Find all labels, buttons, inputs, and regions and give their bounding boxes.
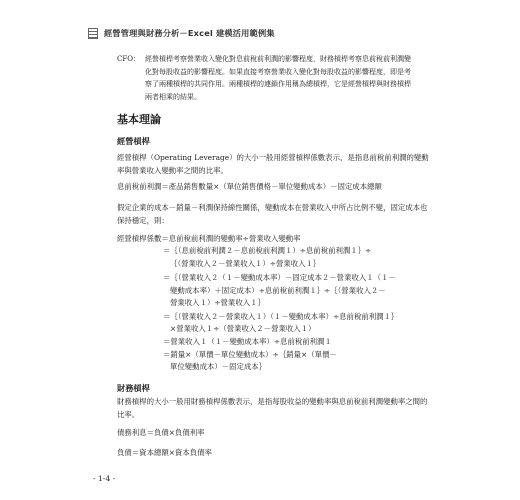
cfo-label: CFO： [117, 55, 140, 63]
book-icon [88, 28, 98, 39]
cfo-note [117, 53, 417, 103]
eq-line-0: 經營槓桿係數＝息前稅前利潤的變動率÷營業收入變動率 [117, 234, 301, 243]
eq-line-7: ×營業收入１÷（營業收入２－營業收入１） [170, 324, 316, 333]
operating-leverage-heading: 經營槓桿 [117, 136, 150, 146]
financial-para-1: 財務槓桿的大小一般用財務槓桿係數表示，是指每股收益的變動率與息前稅前利潤變動率之間的比率。 [117, 397, 428, 419]
eq-line-9: ＝銷量×（單價－單位變動成本）÷｛銷量×（單價－ [163, 350, 337, 359]
cfo-text: 經營槓桿考察營業收入變化對息前稅前利潤的影響程度，財務槓桿考察息前稅前利潤變化對每股收益的影響程度。如果直接考察營業收入變化對每股收益的影響程度，即是考察了兩種槓桿的共同作用。兩種槓桿的連鎖作用稱為總槓桿，它是經營槓桿與財務槓桿兩者相乘的結果。 [145, 55, 411, 101]
operating-formula-1: 息前稅前利潤＝產品銷售數量×（單位銷售價格－單位變動成本）－固定成本總額 [117, 182, 382, 191]
eq-line-1: ＝｛（息前稅前利潤２－息前稅前利潤１）÷息前稅前利潤１｝÷ [163, 246, 372, 255]
header-title: 經營管理與財務分析－Excel 建模活用範例集 [104, 28, 275, 38]
section-title: 基本理論 [117, 113, 161, 126]
eq-line-10: 單位變動成本）－固定成本｝ [170, 362, 267, 371]
eq-line-8: ＝營業收入１（１－變動成本率）÷息前稅前利潤１ [163, 337, 332, 346]
eq-line-5: 營業收入１）÷營業收入１｝ [170, 298, 265, 307]
eq-line-2: ｛（營業收入２－營業收入１）÷營業收入１｝ [170, 259, 321, 268]
operating-para-2: 假定企業的成本－銷量－利潤保持線性關係，變動成本在營業收入中所占比例不變，固定成本也保持穩定，則： [117, 203, 428, 225]
eq-line-4: 變動成本率）＋固定成本）÷息前稅前利潤１｝÷｛（營業收入２－ [170, 286, 386, 295]
running-header [88, 28, 275, 39]
operating-para-1: 經營槓桿（Operating Leverage）的大小一般用經營槓桿係數表示，是指息前稅前利潤的變動率與營業收入變動率之間的比率。 [117, 153, 429, 175]
financial-formula-1: 債務利息＝負債×負債利率 [117, 428, 205, 437]
page-number: - 1-4 - [93, 474, 116, 483]
eq-line-3: ＝｛（營業收入２（１－變動成本率）－固定成本２－營業收入１（１－ [163, 273, 396, 282]
eq-line-6: ＝｛（營業收入２－營業收入１）（１－變動成本率）÷息前稅前利潤１｝ [163, 312, 399, 321]
financial-leverage-heading: 財務槓桿 [117, 383, 150, 393]
financial-formula-2: 負債＝資本總額×資本負債率 [117, 448, 212, 457]
